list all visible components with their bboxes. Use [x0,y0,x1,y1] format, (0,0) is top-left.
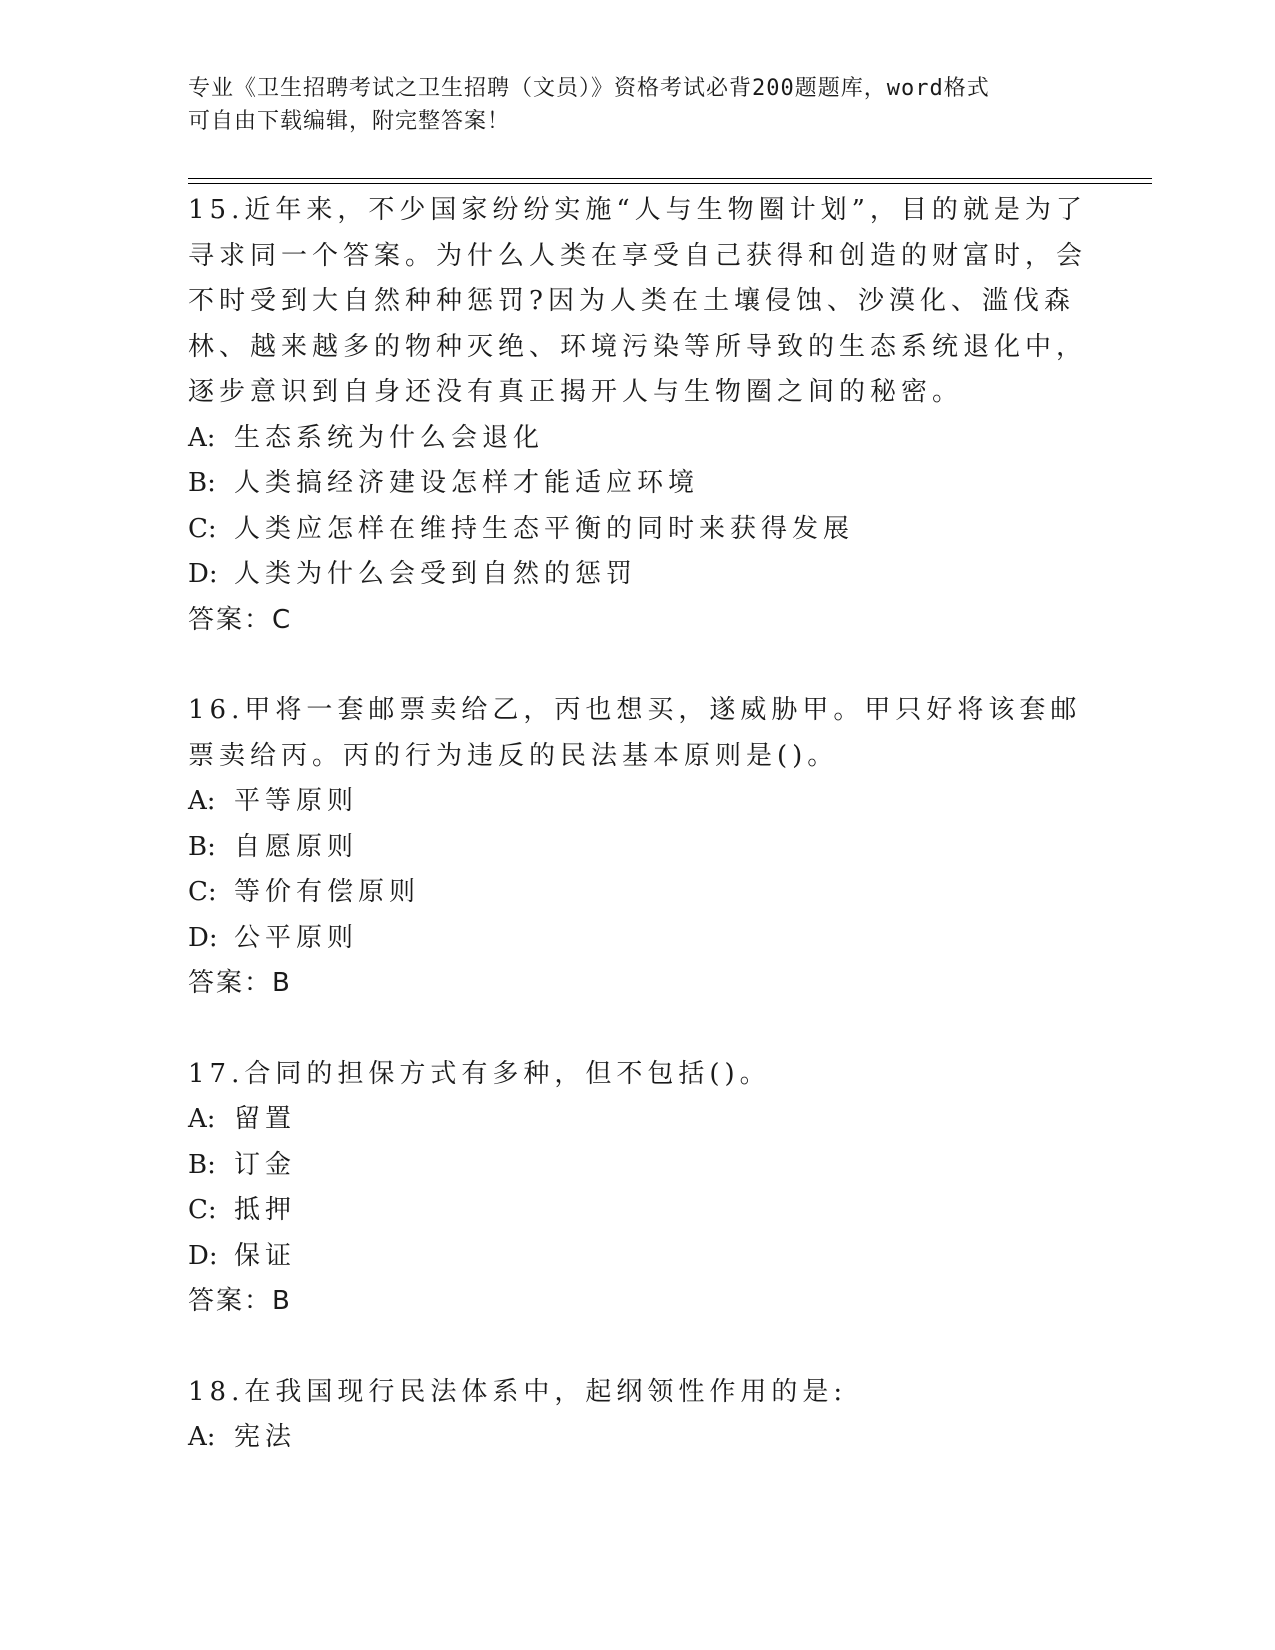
option-a [188,1097,1088,1143]
answer-label: 答案： [188,1286,273,1316]
option-b [188,1143,1088,1189]
option-text: 生态系统为什么会退化 [234,422,545,453]
question-text: 16.甲将一套邮票卖给乙，丙也想买，遂威胁甲。甲只好将该套邮票卖给丙。丙的行为违反的民法基本原则是()。 [188,695,1082,771]
option-key: A: [188,1104,216,1134]
option-text: 留置 [234,1104,297,1134]
option-b [188,461,1088,507]
option-text: 公平原则 [234,922,359,953]
option-text: 等价有偿原则 [234,877,421,907]
option-c [188,870,1088,916]
answer-label: 答案： [188,968,273,998]
option-a [188,416,1088,462]
option-text: 自愿原则 [234,831,359,862]
header-divider-bottom [188,183,1152,184]
option-text: 人类为什么会受到自然的惩罚 [234,559,638,589]
question-spacer [188,643,1088,688]
document-header [188,72,1088,138]
option-key: A: [188,422,216,453]
option-d [188,916,1088,962]
option-key: C: [188,877,217,907]
option-a [188,1415,1088,1461]
option-text: 宪法 [234,1422,297,1452]
header-divider-top [188,178,1152,179]
option-text: 抵押 [234,1195,297,1225]
option-c [188,507,1088,553]
option-b [188,825,1088,871]
answer-line [188,961,1088,1007]
question-text: 18.在我国现行民法体系中，起纲领性作用的是: [188,1376,848,1407]
answer-value: B [272,968,290,998]
question-17 [188,1052,1088,1325]
question-spacer [188,1007,1088,1052]
option-key: D: [188,1240,218,1271]
option-c [188,1188,1088,1234]
option-a [188,779,1088,825]
option-key: A: [188,786,216,816]
option-key: B: [188,1149,216,1180]
question-text: 15.近年来，不少国家纷纷实施“人与生物圈计划”，目的就是为了寻求同一个答案。为什么人类在享受自己获得和创造的财富时，会不时受到大自然种种惩罚?因为人类在土壤侵蚀、沙漠化、滥伐森林、越来越多的物种灭绝、环境污染等所导致的生态系统退化中，逐步意识到自身还没有真正揭开人与生物圈之间的秘密。 [188,195,1088,407]
option-text: 平等原则 [234,786,359,816]
option-key: C: [188,513,217,544]
option-key: B: [188,468,216,498]
option-key: D: [188,559,218,589]
question-text: 17.合同的担保方式有多种，但不包括()。 [188,1058,771,1089]
option-text: 人类应怎样在维持生态平衡的同时来获得发展 [234,513,855,544]
answer-label: 答案： [188,604,273,635]
header-line-2: 可自由下载编辑，附完整答案！ [188,109,511,134]
question-18 [188,1370,1088,1461]
answer-value: C [272,604,291,635]
option-key: A: [188,1422,216,1452]
question-16 [188,688,1088,1007]
option-key: B: [188,831,216,862]
option-text: 订金 [234,1149,297,1180]
option-key: D: [188,922,218,953]
question-spacer [188,1325,1088,1370]
option-key: C: [188,1195,217,1225]
option-text: 保证 [234,1240,297,1271]
header-line-1: 专业《卫生招聘考试之卫生招聘（文员）》资格考试必背200题题库，word格式 [188,76,990,101]
answer-line [188,598,1088,644]
answer-value: B [272,1286,290,1316]
option-d [188,552,1088,598]
option-text: 人类搞经济建设怎样才能适应环境 [234,468,700,498]
question-15 [188,188,1088,643]
question-list [188,188,1088,1461]
option-d [188,1234,1088,1280]
answer-line [188,1279,1088,1325]
